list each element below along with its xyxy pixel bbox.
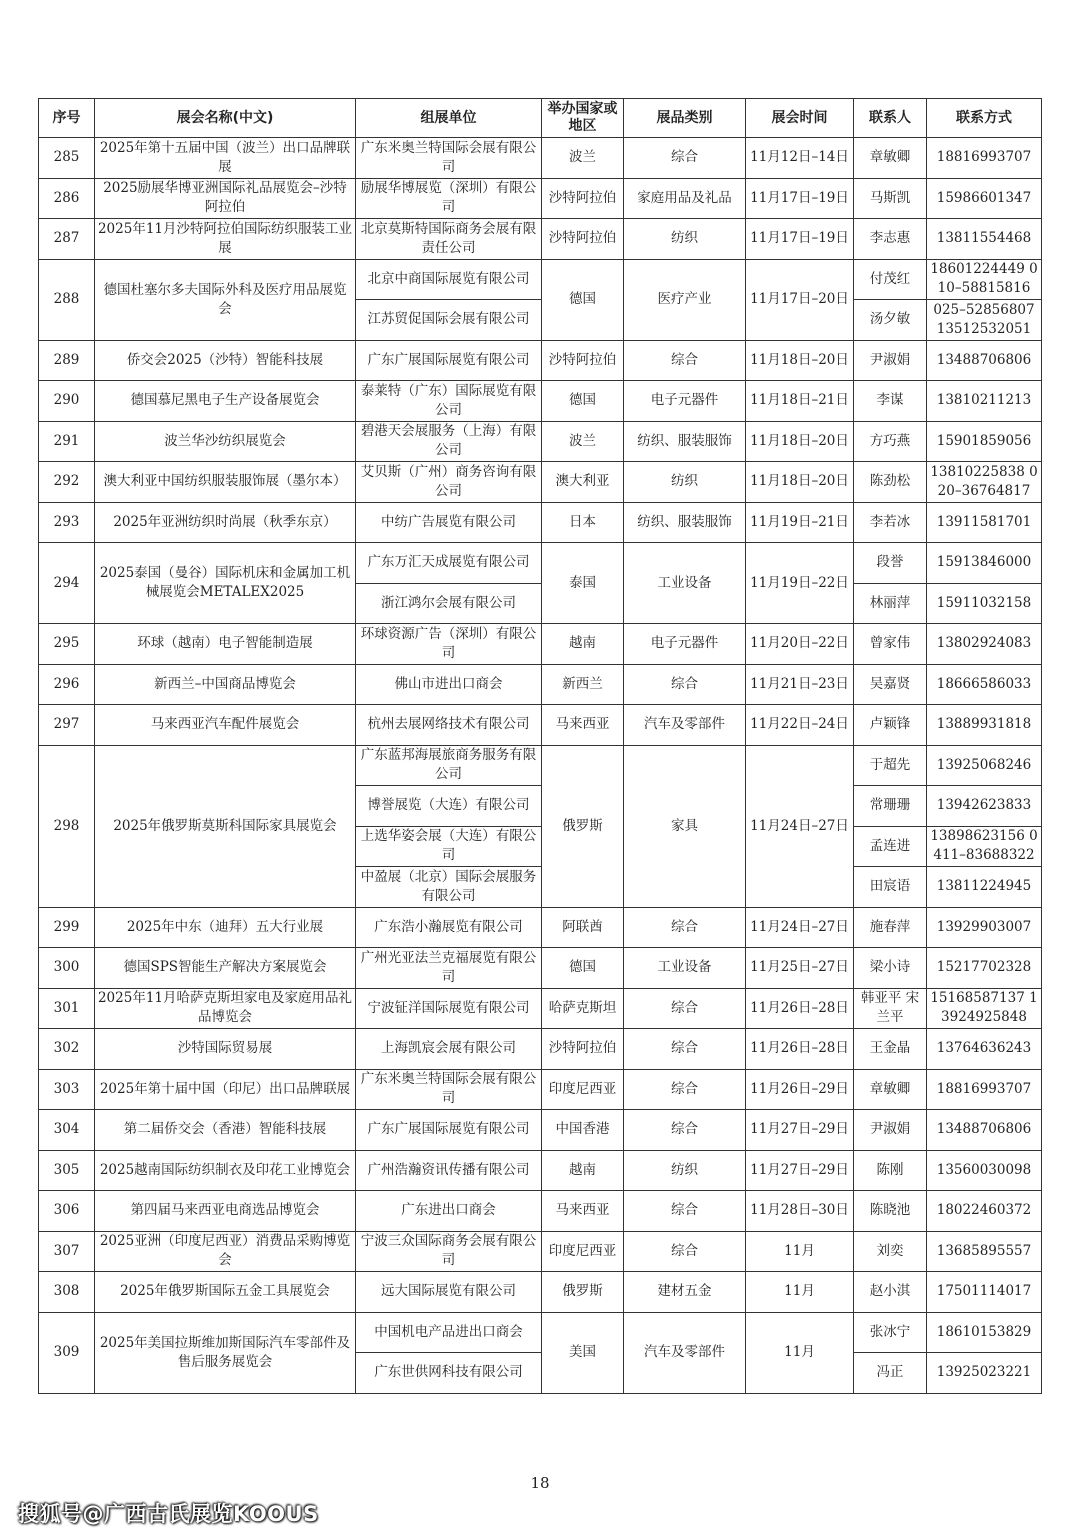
contact-phone: 18816993707 (927, 138, 1042, 179)
host-country: 马来西亚 (542, 705, 624, 746)
exhibition-name: 德国杜塞尔多夫国际外科及医疗用品展览会 (95, 259, 356, 340)
organizer: 广东万汇天成展览有限公司 (356, 543, 542, 584)
organizer: 广东广展国际展览有限公司 (356, 340, 542, 381)
host-country: 波兰 (542, 421, 624, 462)
exhibition-name: 2025励展华博亚洲国际礼品展览会–沙特阿拉伯 (95, 178, 356, 219)
row-number: 300 (39, 948, 95, 989)
exhibition-name: 2025越南国际纺织制衣及印花工业博览会 (95, 1150, 356, 1191)
contact-phone: 13488706806 (927, 340, 1042, 381)
exhibition-name: 第四届马来西亚电商选品博览会 (95, 1191, 356, 1232)
contact-phone: 15901859056 (927, 421, 1042, 462)
organizer: 上选华姿会展（大连）有限公司 (356, 826, 542, 867)
row-number: 287 (39, 219, 95, 260)
organizer: 北京莫斯特国际商务会展有限责任公司 (356, 219, 542, 260)
table-row (39, 1150, 1042, 1191)
organizer: 广东米奥兰特国际会展有限公司 (356, 1069, 542, 1110)
exhibition-date: 11月18日–20日 (746, 462, 854, 503)
row-number: 296 (39, 664, 95, 705)
organizer: 广东世供网科技有限公司 (356, 1353, 542, 1394)
row-number: 301 (39, 988, 95, 1029)
organizer: 中盈展（北京）国际会展服务有限公司 (356, 867, 542, 908)
exhibition-date: 11月 (746, 1231, 854, 1272)
exhibition-name: 2025年第十五届中国（波兰）出口品牌联展 (95, 138, 356, 179)
row-number: 305 (39, 1150, 95, 1191)
organizer: 杭州去展网络技术有限公司 (356, 705, 542, 746)
host-country: 越南 (542, 1150, 624, 1191)
contact-phone: 18022460372 (927, 1191, 1042, 1232)
organizer: 佛山市进出口商会 (356, 664, 542, 705)
header-organizer: 组展单位 (356, 99, 542, 138)
exhibition-date: 11月18日–20日 (746, 340, 854, 381)
host-country: 德国 (542, 948, 624, 989)
contact-person: 曾家伟 (854, 624, 927, 665)
organizer: 广州光亚法兰克福展览有限公司 (356, 948, 542, 989)
table-header-row (39, 99, 1042, 138)
contact-phone: 15911032158 (927, 583, 1042, 624)
exhibit-category: 纺织 (624, 462, 746, 503)
exhibit-category: 综合 (624, 340, 746, 381)
exhibition-name: 侨交会2025（沙特）智能科技展 (95, 340, 356, 381)
contact-person: 施春萍 (854, 907, 927, 948)
contact-person: 尹淑娟 (854, 1110, 927, 1151)
organizer: 广东进出口商会 (356, 1191, 542, 1232)
table-row (39, 907, 1042, 948)
table-row (39, 1231, 1042, 1272)
host-country: 印度尼西亚 (542, 1069, 624, 1110)
exhibition-date: 11月17日–19日 (746, 219, 854, 260)
contact-phone: 13911581701 (927, 502, 1042, 543)
exhibition-date: 11月20日–22日 (746, 624, 854, 665)
table-row (39, 1069, 1042, 1110)
exhibition-date: 11月26日–28日 (746, 1029, 854, 1070)
contact-person: 卢颖锋 (854, 705, 927, 746)
contact-phone: 18816993707 (927, 1069, 1042, 1110)
table-row (39, 624, 1042, 665)
host-country: 日本 (542, 502, 624, 543)
organizer: 北京中商国际展览有限公司 (356, 259, 542, 300)
contact-phone: 13810211213 (927, 381, 1042, 422)
page-number: 18 (530, 1474, 550, 1492)
exhibit-category: 纺织、服装服饰 (624, 421, 746, 462)
host-country: 俄罗斯 (542, 745, 624, 907)
contact-phone: 13810225838 020–36764817 (927, 462, 1042, 503)
table-row (39, 988, 1042, 1029)
contact-person: 马斯凯 (854, 178, 927, 219)
exhibition-date: 11月17日–19日 (746, 178, 854, 219)
host-country: 沙特阿拉伯 (542, 178, 624, 219)
exhibition-date: 11月 (746, 1272, 854, 1313)
contact-person: 林丽萍 (854, 583, 927, 624)
organizer: 上海凯宸会展有限公司 (356, 1029, 542, 1070)
exhibit-category: 工业设备 (624, 543, 746, 624)
exhibit-category: 电子元器件 (624, 624, 746, 665)
row-number: 290 (39, 381, 95, 422)
exhibition-date: 11月 (746, 1312, 854, 1393)
host-country: 印度尼西亚 (542, 1231, 624, 1272)
exhibit-category: 综合 (624, 988, 746, 1029)
exhibition-name: 2025年中东（迪拜）五大行业展 (95, 907, 356, 948)
contact-phone: 13764636243 (927, 1029, 1042, 1070)
row-number: 297 (39, 705, 95, 746)
table-row (39, 462, 1042, 503)
table-row (39, 219, 1042, 260)
header-no: 序号 (39, 99, 95, 138)
row-number: 292 (39, 462, 95, 503)
row-number: 303 (39, 1069, 95, 1110)
contact-phone: 15168587137 13924925848 (927, 988, 1042, 1029)
exhibition-name: 沙特国际贸易展 (95, 1029, 356, 1070)
exhibit-category: 家具 (624, 745, 746, 907)
exhibition-name: 环球（越南）电子智能制造展 (95, 624, 356, 665)
contact-phone: 13560030098 (927, 1150, 1042, 1191)
contact-person: 吴嘉贤 (854, 664, 927, 705)
row-number: 299 (39, 907, 95, 948)
table-row (39, 664, 1042, 705)
contact-person: 李谋 (854, 381, 927, 422)
organizer: 宁波三众国际商务会展有限公司 (356, 1231, 542, 1272)
row-number: 302 (39, 1029, 95, 1070)
table-row (39, 745, 1042, 786)
contact-phone: 025–52856807 13512532051 (927, 300, 1042, 341)
header-contact-person: 联系人 (854, 99, 927, 138)
contact-phone: 13685895557 (927, 1231, 1042, 1272)
contact-phone: 13929903007 (927, 907, 1042, 948)
exhibition-date: 11月12日–14日 (746, 138, 854, 179)
host-country: 德国 (542, 381, 624, 422)
table-row (39, 1191, 1042, 1232)
table-row (39, 1312, 1042, 1353)
exhibition-name: 2025年亚洲纺织时尚展（秋季东京） (95, 502, 356, 543)
host-country: 中国香港 (542, 1110, 624, 1151)
exhibition-name: 波兰华沙纺织展览会 (95, 421, 356, 462)
exhibition-date: 11月22日–24日 (746, 705, 854, 746)
exhibit-category: 综合 (624, 664, 746, 705)
header-date: 展会时间 (746, 99, 854, 138)
exhibition-name: 2025泰国（曼谷）国际机床和金属加工机械展览会METALEX2025 (95, 543, 356, 624)
contact-person: 尹淑娟 (854, 340, 927, 381)
table-row (39, 705, 1042, 746)
host-country: 沙特阿拉伯 (542, 1029, 624, 1070)
exhibit-category: 综合 (624, 1029, 746, 1070)
contact-phone: 15986601347 (927, 178, 1042, 219)
exhibition-date: 11月26日–29日 (746, 1069, 854, 1110)
exhibition-date: 11月19日–22日 (746, 543, 854, 624)
exhibit-category: 综合 (624, 138, 746, 179)
table-row (39, 1029, 1042, 1070)
host-country: 泰国 (542, 543, 624, 624)
contact-phone: 15913846000 (927, 543, 1042, 584)
host-country: 哈萨克斯坦 (542, 988, 624, 1029)
exhibit-category: 综合 (624, 1231, 746, 1272)
row-number: 306 (39, 1191, 95, 1232)
host-country: 越南 (542, 624, 624, 665)
exhibit-category: 汽车及零部件 (624, 1312, 746, 1393)
exhibit-category: 综合 (624, 907, 746, 948)
host-country: 阿联酋 (542, 907, 624, 948)
table-row (39, 421, 1042, 462)
contact-phone: 13811554468 (927, 219, 1042, 260)
header-country: 举办国家或地区 (542, 99, 624, 138)
contact-person: 赵小淇 (854, 1272, 927, 1313)
organizer: 励展华博展览（深圳）有限公司 (356, 178, 542, 219)
exhibition-name: 2025年俄罗斯莫斯科国际家具展览会 (95, 745, 356, 907)
exhibition-table (38, 98, 1042, 1394)
header-category: 展品类别 (624, 99, 746, 138)
table-row (39, 340, 1042, 381)
contact-person: 章敏卿 (854, 138, 927, 179)
exhibition-date: 11月24日–27日 (746, 745, 854, 907)
contact-person: 常珊珊 (854, 786, 927, 827)
organizer: 宁波钲洋国际展览有限公司 (356, 988, 542, 1029)
organizer: 广州浩瀚资讯传播有限公司 (356, 1150, 542, 1191)
contact-person: 汤夕敏 (854, 300, 927, 341)
exhibition-name: 2025年美国拉斯维加斯国际汽车零部件及售后服务展览会 (95, 1312, 356, 1393)
contact-person: 冯正 (854, 1353, 927, 1394)
row-number: 288 (39, 259, 95, 340)
table-row (39, 948, 1042, 989)
contact-phone: 13811224945 (927, 867, 1042, 908)
organizer: 江苏贸促国际会展有限公司 (356, 300, 542, 341)
exhibition-date: 11月18日–20日 (746, 421, 854, 462)
table-row (39, 1110, 1042, 1151)
exhibition-name: 新西兰–中国商品博览会 (95, 664, 356, 705)
contact-phone: 18666586033 (927, 664, 1042, 705)
contact-phone: 15217702328 (927, 948, 1042, 989)
exhibition-name: 2025年俄罗斯国际五金工具展览会 (95, 1272, 356, 1313)
organizer: 浙江鸿尔会展有限公司 (356, 583, 542, 624)
exhibition-date: 11月21日–23日 (746, 664, 854, 705)
host-country: 美国 (542, 1312, 624, 1393)
table-row (39, 138, 1042, 179)
contact-phone: 13889931818 (927, 705, 1042, 746)
organizer: 艾贝斯（广州）商务咨询有限公司 (356, 462, 542, 503)
organizer: 碧港天会展服务（上海）有限公司 (356, 421, 542, 462)
contact-phone: 13925068246 (927, 745, 1042, 786)
exhibit-category: 电子元器件 (624, 381, 746, 422)
contact-person: 李若冰 (854, 502, 927, 543)
row-number: 291 (39, 421, 95, 462)
table-row (39, 381, 1042, 422)
row-number: 304 (39, 1110, 95, 1151)
contact-phone: 13925023221 (927, 1353, 1042, 1394)
contact-person: 于超先 (854, 745, 927, 786)
organizer: 博誉展览（大连）有限公司 (356, 786, 542, 827)
contact-phone: 13488706806 (927, 1110, 1042, 1151)
exhibition-date: 11月27日–29日 (746, 1150, 854, 1191)
contact-person: 孟连进 (854, 826, 927, 867)
exhibition-name: 德国SPS智能生产解决方案展览会 (95, 948, 356, 989)
exhibit-category: 家庭用品及礼品 (624, 178, 746, 219)
organizer: 环球资源广告（深圳）有限公司 (356, 624, 542, 665)
exhibit-category: 纺织 (624, 219, 746, 260)
exhibition-name: 2025年11月沙特阿拉伯国际纺织服装工业展 (95, 219, 356, 260)
exhibition-name: 2025年第十届中国（印尼）出口品牌联展 (95, 1069, 356, 1110)
watermark: 搜狐号@广西古氏展览KOOUS (18, 1502, 319, 1526)
host-country: 马来西亚 (542, 1191, 624, 1232)
contact-phone: 18601224449 010–58815816 (927, 259, 1042, 300)
exhibition-name: 德国慕尼黑电子生产设备展览会 (95, 381, 356, 422)
contact-person: 付茂红 (854, 259, 927, 300)
contact-person: 梁小诗 (854, 948, 927, 989)
row-number: 307 (39, 1231, 95, 1272)
contact-person: 方巧燕 (854, 421, 927, 462)
exhibition-name: 2025亚洲（印度尼西亚）消费品采购博览会 (95, 1231, 356, 1272)
table-row (39, 178, 1042, 219)
contact-phone: 13898623156 0411–83688322 (927, 826, 1042, 867)
header-name: 展会名称(中文) (95, 99, 356, 138)
exhibit-category: 汽车及零部件 (624, 705, 746, 746)
row-number: 286 (39, 178, 95, 219)
organizer: 中纺广告展览有限公司 (356, 502, 542, 543)
contact-person: 章敏卿 (854, 1069, 927, 1110)
contact-person: 张冰宁 (854, 1312, 927, 1353)
table-body (39, 138, 1042, 1394)
host-country: 新西兰 (542, 664, 624, 705)
host-country: 沙特阿拉伯 (542, 340, 624, 381)
contact-person: 李志惠 (854, 219, 927, 260)
table-row (39, 543, 1042, 584)
organizer: 广东蓝邦海展旅商务服务有限公司 (356, 745, 542, 786)
row-number: 293 (39, 502, 95, 543)
row-number: 294 (39, 543, 95, 624)
exhibition-date: 11月24日–27日 (746, 907, 854, 948)
exhibit-category: 建材五金 (624, 1272, 746, 1313)
host-country: 波兰 (542, 138, 624, 179)
exhibition-date: 11月17日–20日 (746, 259, 854, 340)
contact-person: 陈劲松 (854, 462, 927, 503)
organizer: 广东广展国际展览有限公司 (356, 1110, 542, 1151)
contact-person: 陈晓池 (854, 1191, 927, 1232)
contact-person: 王金晶 (854, 1029, 927, 1070)
organizer: 泰莱特（广东）国际展览有限公司 (356, 381, 542, 422)
exhibition-date: 11月28日–30日 (746, 1191, 854, 1232)
contact-person: 段誉 (854, 543, 927, 584)
table-row (39, 502, 1042, 543)
organizer: 广东米奥兰特国际会展有限公司 (356, 138, 542, 179)
row-number: 285 (39, 138, 95, 179)
organizer: 远大国际展览有限公司 (356, 1272, 542, 1313)
contact-phone: 13802924083 (927, 624, 1042, 665)
exhibition-date: 11月25日–27日 (746, 948, 854, 989)
row-number: 298 (39, 745, 95, 907)
row-number: 295 (39, 624, 95, 665)
exhibition-date: 11月26日–28日 (746, 988, 854, 1029)
exhibition-name: 第二届侨交会（香港）智能科技展 (95, 1110, 356, 1151)
exhibit-category: 综合 (624, 1191, 746, 1232)
contact-phone: 13942623833 (927, 786, 1042, 827)
exhibition-date: 11月19日–21日 (746, 502, 854, 543)
exhibit-category: 综合 (624, 1110, 746, 1151)
contact-person: 韩亚平 宋兰平 (854, 988, 927, 1029)
header-contact-phone: 联系方式 (927, 99, 1042, 138)
host-country: 沙特阿拉伯 (542, 219, 624, 260)
row-number: 289 (39, 340, 95, 381)
organizer: 广东浩小瀚展览有限公司 (356, 907, 542, 948)
contact-person: 田宸语 (854, 867, 927, 908)
exhibition-date: 11月18日–21日 (746, 381, 854, 422)
contact-phone: 17501114017 (927, 1272, 1042, 1313)
row-number: 309 (39, 1312, 95, 1393)
exhibit-category: 纺织、服装服饰 (624, 502, 746, 543)
table-row (39, 259, 1042, 300)
exhibit-category: 综合 (624, 1069, 746, 1110)
host-country: 俄罗斯 (542, 1272, 624, 1313)
exhibit-category: 工业设备 (624, 948, 746, 989)
exhibit-category: 医疗产业 (624, 259, 746, 340)
exhibit-category: 纺织 (624, 1150, 746, 1191)
exhibition-date: 11月27日–29日 (746, 1110, 854, 1151)
exhibition-name: 马来西亚汽车配件展览会 (95, 705, 356, 746)
host-country: 澳大利亚 (542, 462, 624, 503)
contact-phone: 18610153829 (927, 1312, 1042, 1353)
organizer: 中国机电产品进出口商会 (356, 1312, 542, 1353)
host-country: 德国 (542, 259, 624, 340)
contact-person: 陈刚 (854, 1150, 927, 1191)
contact-person: 刘奕 (854, 1231, 927, 1272)
row-number: 308 (39, 1272, 95, 1313)
exhibition-name: 2025年11月哈萨克斯坦家电及家庭用品礼品博览会 (95, 988, 356, 1029)
table-row (39, 1272, 1042, 1313)
exhibition-name: 澳大利亚中国纺织服装服饰展（墨尔本） (95, 462, 356, 503)
